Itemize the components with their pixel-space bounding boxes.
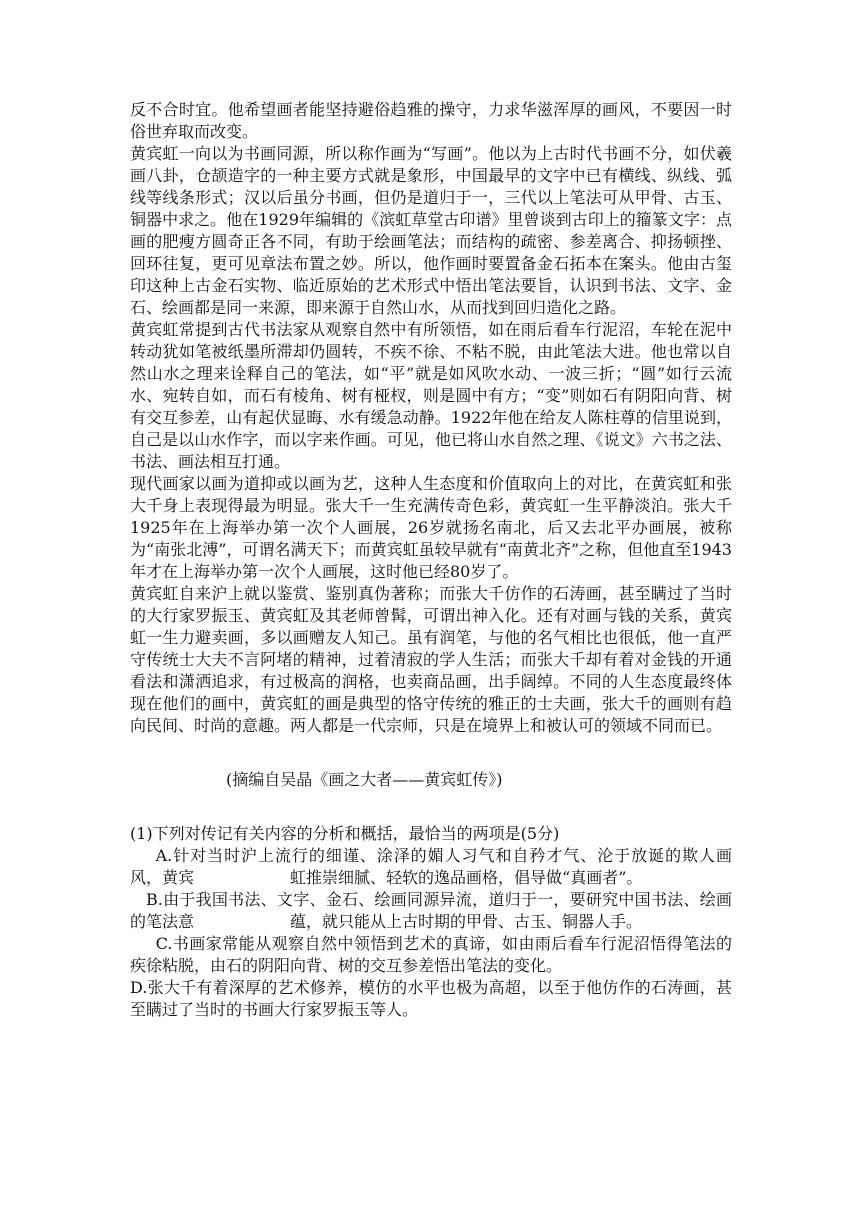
question-block	[130, 823, 732, 1021]
option-d-text: D.张大千有着深厚的艺术修养，模仿的水平也极为高超，以至于他仿作的石涛画，甚至瞒过了当时的书画大行家罗振玉等人。	[130, 978, 732, 1019]
option-d	[130, 977, 732, 1021]
paragraph-5: 黄宾虹自来沪上就以鉴赏、鉴别真伪著称；而张大千仿作的石涛画，甚至瞒过了当时的大行家罗振玉、黄宾虹及其老师曾髯，可谓出神入化。还有对画与钱的关系，黄宾虹一生力避卖画，多以画赠友人知己。虽有润笔，与他的名气相比也很低，他一直严守传统士大夫不言阿堵的精神，过着清寂的学人生活；而张大千却有着对金钱的开通看法和潇洒追求，有过极高的润格，也卖商品画，出手阔绰。不同的人生态度最终体现在他们的画中，黄宾虹的画是典型的恪守传统的雅正的士夫画，张大千的画则有趋向民间、时尚的意趣。两人都是一代宗师，只是在境界上和被认可的领域不同而已。	[130, 584, 732, 735]
option-a-continued: 虹推崇细腻、轻软的逸品画格，倡导做“真画者”。	[290, 868, 643, 887]
option-c	[130, 933, 732, 977]
option-b-text: B.由于我国书法、文字、金石、绘画同源异流，道归于一，要研究中国书法、绘画的笔法意	[130, 890, 732, 931]
option-a	[130, 845, 732, 889]
paragraph-3: 黄宾虹常提到古代书法家从观察自然中有所领悟，如在雨后看车行泥沼，车轮在泥中转动犹如笔被纸墨所滞却仍圆转，不疾不徐、不粘不脱，由此笔法大进。他也常以自然山水之理来诠释自己的笔法，如“平”就是如风吹水动、一波三折；“圆”如行云流水、宛转自如，而石有棱角、树有桠杈，则是圆中有方；“变”则如石有阴阳向背、树有交互参差，山有起伏显晦、水有缓急动静。1922年他在给友人陈柱尊的信里说到，自己是以山水作字，而以字来作画。可见，他已将山水自然之理、《说文》六书之法、书法、画法相互打通。	[130, 320, 732, 471]
question-stem: (1)下列对传记有关内容的分析和概括，最恰当的两项是(5分)	[130, 824, 560, 843]
option-c-text: C.书画家常能从观察自然中领悟到艺术的真谛，如由雨后看车行泥沼悟得笔法的疾徐粘脱，由石的阴阳向背、树的交互参差悟出笔法的变化。	[130, 934, 732, 975]
option-b	[130, 889, 732, 933]
option-a-text: A.针对当时沪上流行的细谨、涂泽的媚人习气和自矜才气、沦于放诞的欺人画风，黄宾	[130, 846, 732, 887]
paragraph-2: 黄宾虹一向以为书画同源，所以称作画为“写画”。他以为上古时代书画不分，如伏羲画八卦，仓颉造字的一种主要方式就是象形，中国最早的文字中已有横线、纵线、弧线等线条形式；汉以后虽分书画，但仍是道归于一，三代以上笔法可从甲骨、古玉、铜器中求之。他在1929年编辑的《滨虹草堂古印谱》里曾谈到古印上的籀篆文字：点画的肥瘦方圆奇正各不同，有助于绘画笔法；而结构的疏密、参差离合、抑扬顿挫、回环往复，更可见章法布置之妙。所以，他作画时要置备金石拓本在案头。他由古玺印这种上古金石实物、临近原始的艺术形式中悟出笔法要旨，认识到书法、文字、金石、绘画都是同一来源，即来源于自然山水，从而找到回归造化之路。	[130, 144, 732, 317]
source-citation: (摘编自吴晶《画之大者——黄宾虹传》)	[226, 770, 503, 789]
option-b-continued: 蕴，就只能从上古时期的甲骨、古玉、铜器人手。	[290, 912, 643, 931]
paragraph-1: 反不合时宜。他希望画者能坚持避俗趋雅的操守，力求华滋浑厚的画风，不要因一时俗世弃取而改变。	[130, 100, 732, 141]
paragraph-4: 现代画家以画为道抑或以画为艺，这种人生态度和价值取向上的对比，在黄宾虹和张大千身上表现得最为明显。张大千一生充满传奇色彩，黄宾虹一生平静淡泊。张大千1925年在上海举办第一次个人画展，26岁就扬名南北，后又去北平办画展，被称为“南张北溥”，可谓名满天下；而黄宾虹虽较早就有“南黄北齐”之称，但他直至1943年才在上海举办第一次个人画展，这时他已经80岁了。	[130, 474, 732, 581]
document-page	[130, 99, 732, 1021]
